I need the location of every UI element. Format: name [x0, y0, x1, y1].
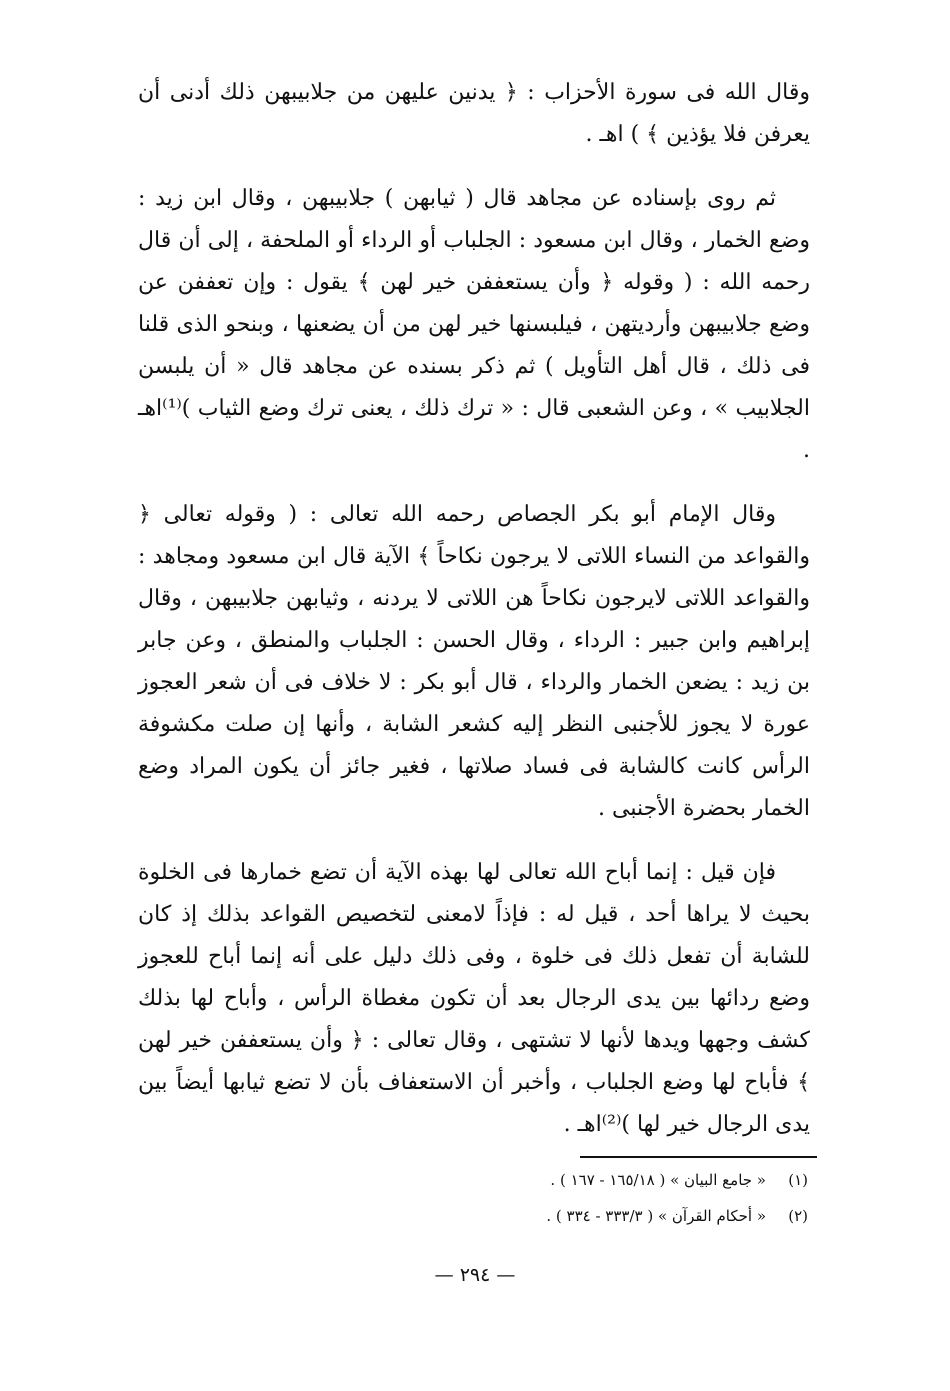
page-number: — ٢٩٤ —	[434, 1264, 516, 1286]
footnote-2	[300, 1198, 808, 1234]
paragraph-1: وقال الله فى سورة الأحزاب : ﴿ يدنين عليهن من جلابيبهن ذلك أدنى أن يعرفن فلا يؤذين ﴾ ) اهـ .	[138, 80, 810, 147]
footnote-number: (١)	[788, 1171, 808, 1189]
paragraph-2: ثم روى بإسناده عن مجاهد قال ( ثيابهن ) جلابيبهن ، وقال ابن زيد : وضع الخمار ، وقال ابن مسعود : الجلباب أو الرداء أو الملحفة ، إلى أن قال رحمه الله : ( وقوله ﴿ وأن يستعففن خير لهن ﴾ يقول : وإن تعففن عن وضع جلابيبهن وأرديتهن ، فيلبسنها خير لهن من أن يضعنها ، وبنحو الذى قلنا فى ذلك ، قال أهل التأويل ) ثم ذكر بسنده عن مجاهد قال « أن يلبسن الجلابيب » ، وعن الشعبى قال : « ترك ذلك ، يعنى ترك وضع الثياب )⁽¹⁾اهـ .	[138, 186, 810, 463]
footnotes	[300, 1162, 808, 1234]
footnote-text: « جامع البيان » ( ١٦٥/١٨ - ١٦٧ ) .	[550, 1171, 766, 1189]
main-text	[138, 72, 810, 1168]
footnote-number: (٢)	[788, 1207, 808, 1225]
footnote-divider	[580, 1156, 817, 1158]
paragraph-4: فإن قيل : إنما أباح الله تعالى لها بهذه الآية أن تضع خمارها فى الخلوة بحيث لا يراها أحد ، قيل له : فإذاً لامعنى لتخصيص القواعد بذلك إذ كان للشابة أن تفعل ذلك فى خلوة ، وفى ذلك دليل على أنه إنما أباح للعجوز وضع ردائها بين يدى الرجال بعد أن تكون مغطاة الرأس ، وأباح لها بذلك كشف وجهها ويدها لأنها لا تشتهى ، وقال تعالى : ﴿ وأن يستعففن خير لهن ﴾ فأباح لها وضع الجلباب ، وأخبر أن الاستعفاف بأن لا تضع ثيابها أيضاً بين يدى الرجال خير لها )⁽²⁾اهـ .	[138, 860, 810, 1137]
paragraph-3: وقال الإمام أبو بكر الجصاص رحمه الله تعالى : ( وقوله تعالى ﴿ والقواعد من النساء اللاتى لا يرجون نكاحاً ﴾ الآية قال ابن مسعود ومجاهد : والقواعد اللاتى لايرجون نكاحاً هن اللاتى لا يردنه ، وثيابهن جلابيبهن ، وقال إبراهيم وابن جبير : الرداء ، وقال الحسن : الجلباب والمنطق ، وعن جابر بن زيد : يضعن الخمار والرداء ، قال أبو بكر : لا خلاف فى أن شعر العجوز عورة لا يجوز للأجنبى النظر إليه كشعر الشابة ، وأنها إن صلت مكشوفة الرأس كانت كالشابة فى فساد صلاتها ، فغير جائز أن يكون المراد وضع الخمار بحضرة الأجنبى .	[138, 502, 810, 821]
footnote-text: « أحكام القرآن » ( ٣٣٣/٣ - ٣٣٤ ) .	[546, 1207, 766, 1225]
footnote-1	[300, 1162, 808, 1198]
